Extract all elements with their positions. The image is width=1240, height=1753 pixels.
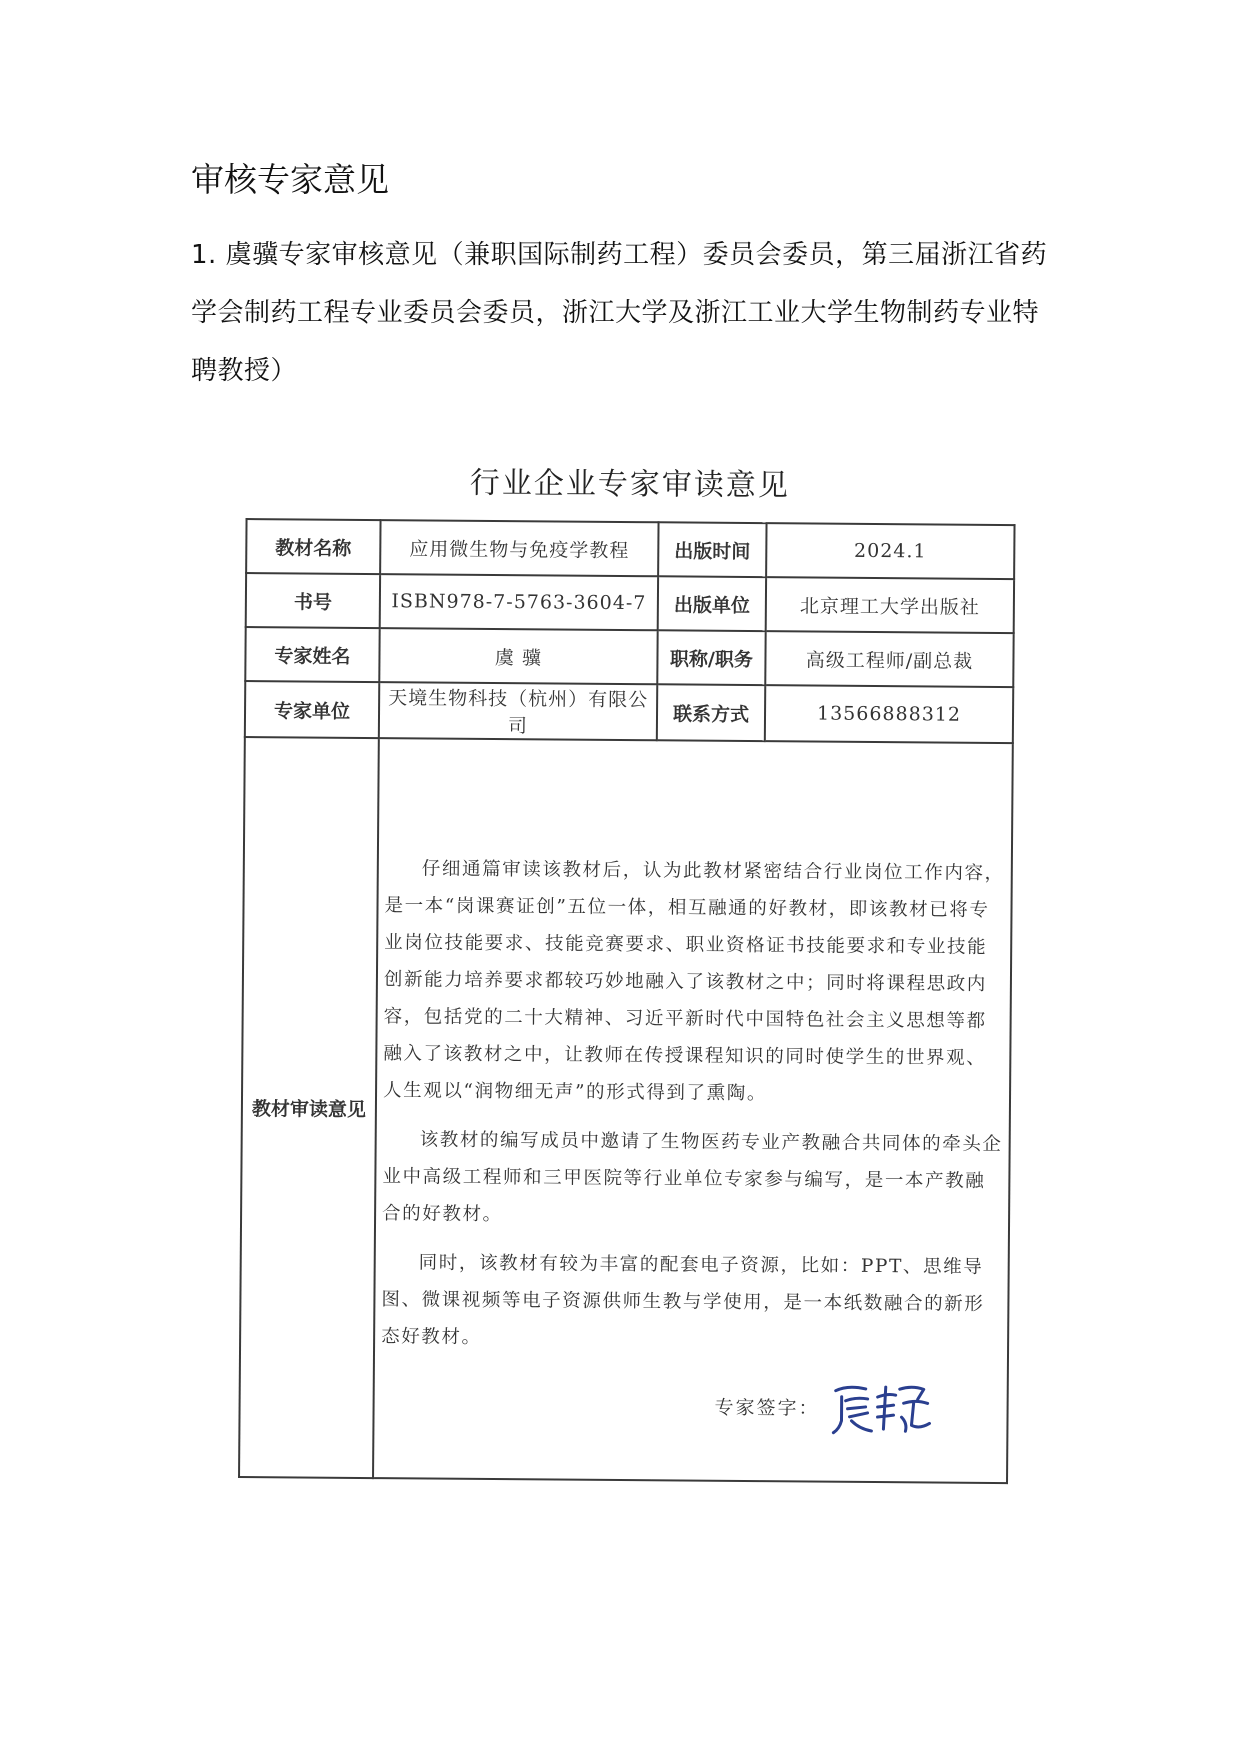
label-isbn: 书号 <box>246 573 380 628</box>
scanned-review-form <box>232 462 1020 1488</box>
label-contact: 联系方式 <box>657 684 765 741</box>
value-isbn: ISBN978-7-5763-3604-7 <box>380 574 658 630</box>
opinion-row <box>239 737 1013 1483</box>
value-book-name: 应用微生物与免疫学教程 <box>380 520 658 576</box>
signature-block <box>714 1376 937 1438</box>
page-heading: 审核专家意见 <box>191 160 389 199</box>
label-title-position: 职称/职务 <box>657 630 765 685</box>
opinion-paragraph-1: 仔细通篇审读该教材后，认为此教材紧密结合行业岗位工作内容，是一本“岗课赛证创”五位一体，相互融通的好教材，即该教材已将专业岗位技能要求、技能竞赛要求、职业资格证书技能要求和专业技能创新能力培养要求都较巧妙地融入了该教材之中；同时将课程思政内容，包括党的二十大精神、习近平新时代中国特色社会主义思想等都融入了该教材之中，让教师在传授课程知识的同时使学生的世界观、人生观以“润物细无声”的形式得到了熏陶。 <box>382 857 1005 1104</box>
signature-label: 专家签字： <box>714 1396 820 1420</box>
handwritten-signature <box>827 1377 937 1438</box>
value-title-position: 高级工程师/副总裁 <box>765 631 1013 687</box>
opinion-cell <box>373 738 1013 1483</box>
table-row <box>245 627 1013 687</box>
value-expert-org: 天境生物科技（杭州）有限公司 <box>379 682 657 740</box>
label-opinion: 教材审读意见 <box>239 737 379 1478</box>
label-book-name: 教材名称 <box>246 519 380 574</box>
opinion-paragraph-2: 该教材的编写成员中邀请了生物医药专业产教融合共同体的牵头企业中高级工程师和三甲医院等行业单位专家参与编写，是一本产教融合的好教材。 <box>382 1128 1003 1225</box>
label-expert-name: 专家姓名 <box>245 627 379 682</box>
table-row <box>246 573 1014 633</box>
value-expert-name: 虞 骥 <box>379 628 657 684</box>
value-contact: 13566888312 <box>765 685 1013 743</box>
table-row <box>246 519 1014 579</box>
form-title: 行业企业专家审读意见 <box>469 465 790 504</box>
opinion-paragraph-3: 同时，该教材有较为丰富的配套电子资源，比如：PPT、思维导图、微课视频等电子资源供师生教与学使用，是一本纸数融合的新形态好教材。 <box>381 1251 985 1348</box>
label-publisher: 出版单位 <box>658 576 766 631</box>
value-publish-date: 2024.1 <box>766 523 1014 579</box>
review-form-table <box>238 518 1016 1484</box>
label-expert-org: 专家单位 <box>245 681 379 738</box>
intro-paragraph: 1. 虞骥专家审核意见（兼职国际制药工程）委员会委员，第三届浙江省药学会制药工程专业委员会委员，浙江大学及浙江工业大学生物制药专业特聘教授） <box>191 240 1048 386</box>
value-publisher: 北京理工大学出版社 <box>766 577 1014 633</box>
table-row <box>245 681 1013 743</box>
label-publish-date: 出版时间 <box>658 522 766 577</box>
